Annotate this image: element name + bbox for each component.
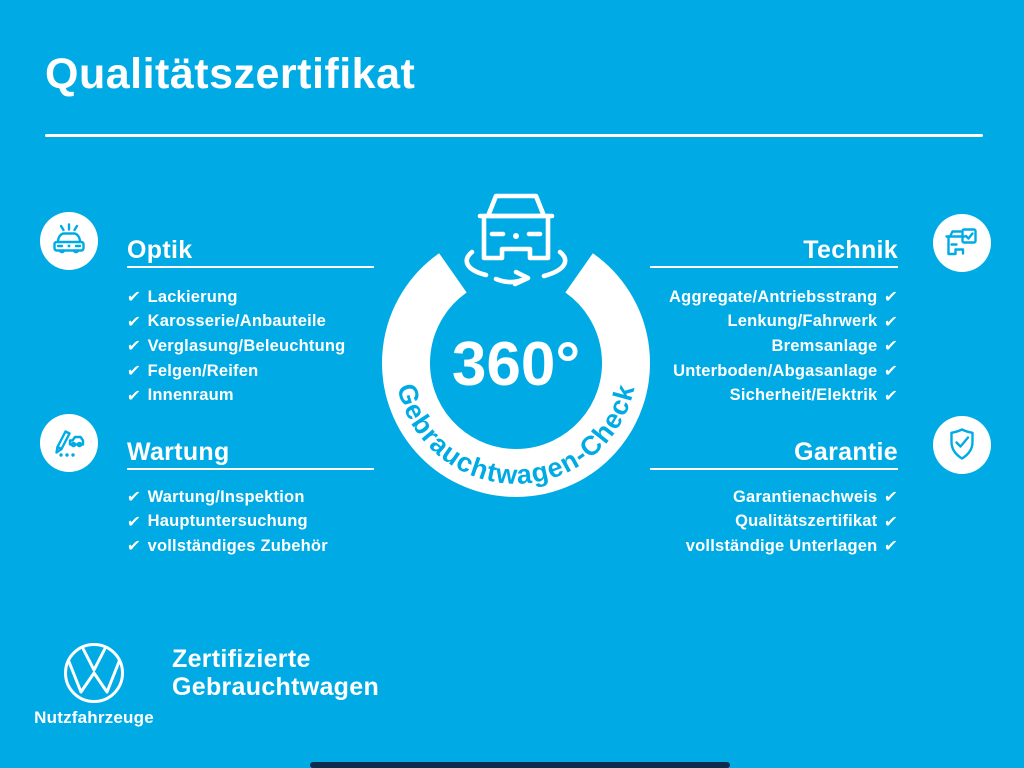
- checklist-item: [127, 285, 345, 310]
- checklist-item: [735, 510, 898, 535]
- section-title-optik: Optik: [127, 236, 193, 264]
- tagline-line2: Gebrauchtwagen: [172, 672, 380, 701]
- shield-check-icon: [942, 425, 982, 465]
- check-icon: ✔: [126, 387, 142, 405]
- item-label: Verglasung/Beleuchtung: [147, 336, 346, 355]
- item-label: vollständige Unterlagen: [685, 536, 878, 555]
- footer-bar: [310, 762, 730, 768]
- checklist-technik: [669, 285, 898, 408]
- item-label: vollständiges Zubehör: [147, 536, 328, 555]
- checklist-item: [733, 485, 898, 510]
- checklist-item: [127, 310, 345, 335]
- pencil-car-icon: [49, 423, 89, 463]
- section-underline-optik: [127, 266, 374, 268]
- item-label: Karosserie/Anbauteile: [147, 312, 327, 331]
- checklist-optik: [127, 285, 345, 408]
- item-label: Lackierung: [147, 287, 238, 306]
- checklist-item: [127, 334, 345, 359]
- check-icon: ✔: [126, 338, 142, 356]
- checklist-item: [730, 383, 898, 408]
- technik-badge: [933, 214, 991, 272]
- item-label: Innenraum: [147, 386, 234, 405]
- ring-curved-label: Gebrauchtwagen-Check: [391, 380, 641, 491]
- section-underline-garantie: [650, 468, 898, 470]
- checklist-item: [727, 310, 898, 335]
- checklist-item: [127, 534, 328, 559]
- tagline: [172, 646, 379, 701]
- item-label: Aggregate/Antriebsstrang: [669, 287, 878, 306]
- item-label: Hauptuntersuchung: [147, 512, 308, 531]
- optik-badge: [40, 212, 98, 270]
- item-label: Garantienachweis: [732, 487, 878, 506]
- check-icon: ✔: [883, 363, 899, 381]
- tagline-line1: Zertifizierte: [172, 645, 311, 673]
- check-icon: ✔: [126, 489, 142, 507]
- check-icon: ✔: [126, 538, 142, 556]
- checklist-item: [686, 534, 898, 559]
- checklist-item: [127, 485, 328, 510]
- section-title-garantie: Garantie: [794, 438, 898, 466]
- checklist-wartung: [127, 485, 328, 559]
- checklist-item: [127, 510, 328, 535]
- check-icon: ✔: [126, 289, 142, 307]
- checklist-item: [127, 383, 345, 408]
- brand-sublabel: Nutzfahrzeuge: [34, 708, 154, 727]
- wartung-badge: [40, 414, 98, 472]
- checklist-item: [673, 359, 898, 384]
- check-icon: ✔: [883, 513, 899, 531]
- section-title-technik: Technik: [803, 236, 898, 264]
- section-underline-technik: [650, 266, 898, 268]
- checklist-garantie: [686, 485, 898, 559]
- checklist-item: [127, 359, 345, 384]
- check-icon: ✔: [883, 313, 899, 331]
- item-label: Bremsanlage: [771, 336, 878, 355]
- section-title-wartung: Wartung: [127, 438, 230, 466]
- vw-logo-icon: [62, 641, 126, 705]
- check-icon: ✔: [126, 513, 142, 531]
- car-checklist-icon: [942, 223, 982, 263]
- page-title: Qualitätszertifikat: [45, 50, 416, 98]
- item-label: Felgen/Reifen: [147, 361, 259, 380]
- check-icon: ✔: [126, 363, 142, 381]
- checklist-item: [669, 285, 898, 310]
- check-icon: ✔: [883, 338, 899, 356]
- checklist-item: [772, 334, 898, 359]
- check-icon: ✔: [883, 489, 899, 507]
- item-label: Unterboden/Abgasanlage: [673, 361, 878, 380]
- ring-value: 360°: [451, 330, 581, 399]
- garantie-badge: [933, 416, 991, 474]
- check-icon: ✔: [883, 538, 899, 556]
- 360-check-rosette: [368, 186, 668, 516]
- item-label: Lenkung/Fahrwerk: [727, 312, 878, 331]
- check-icon: ✔: [126, 313, 142, 331]
- car-shine-icon: [49, 221, 89, 261]
- item-label: Sicherheit/Elektrik: [729, 386, 878, 405]
- check-icon: ✔: [883, 387, 899, 405]
- section-underline-wartung: [127, 468, 374, 470]
- check-icon: ✔: [883, 289, 899, 307]
- title-divider: [45, 134, 983, 137]
- van-rotation-icon: [467, 196, 565, 284]
- item-label: Wartung/Inspektion: [147, 487, 305, 506]
- item-label: Qualitätszertifikat: [735, 512, 878, 531]
